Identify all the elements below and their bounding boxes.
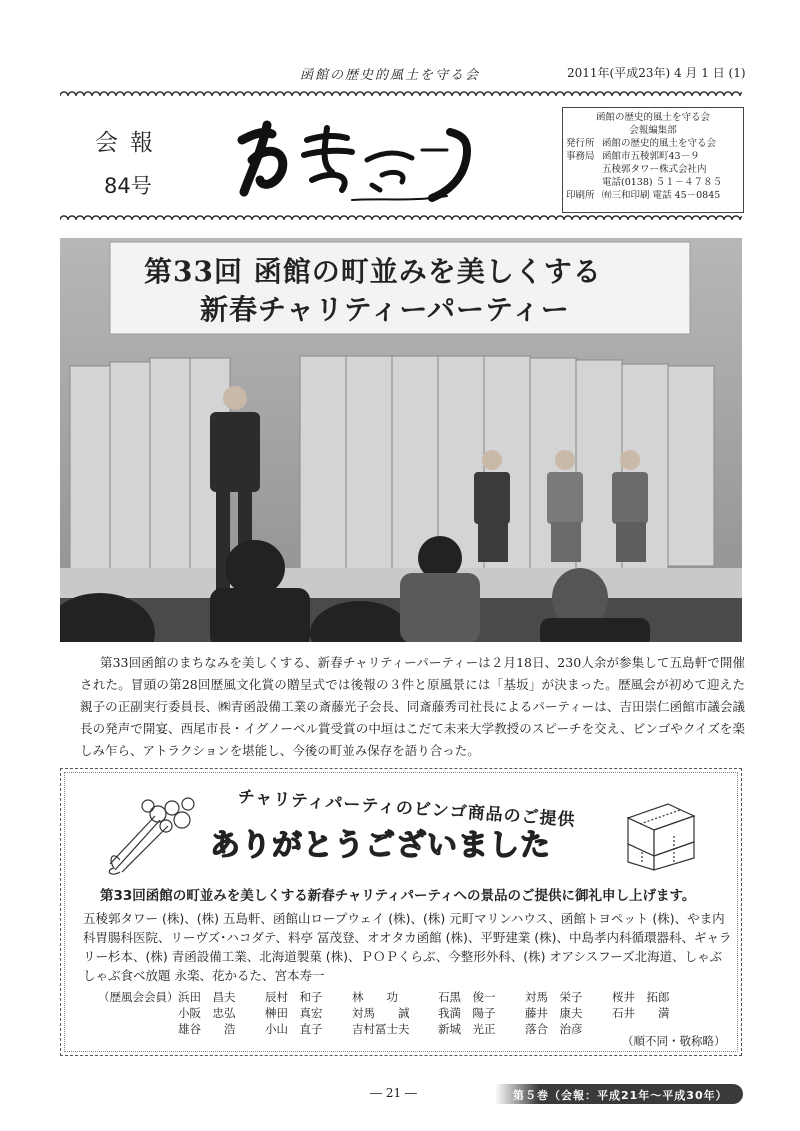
member-name: 石井 満	[612, 1006, 670, 1020]
volume-text: 第５巻（会報：平成21年～平成30年）	[513, 1089, 728, 1102]
member-name: 新城 光正	[438, 1022, 496, 1036]
photo-caption: 第33回函館のまちなみを美しくする、新春チャリティーパーティーは２月18日、230人余が参集して五島軒で開催された。冒頭の第28回歴風文化賞の贈呈式では後報の３件と原風景には「基坂」が決まった。歴風会が初めて迎えた親子の正副実行委員長、㈱青函設備工業の斎藤光子会長、同斎藤秀司社長によるパーティーは、吉田崇仁函館市議会議長の発声で開宴、西尾市長・イグノーベル賞受賞の中垣はこだて未来大学教授のスピーチを交え、ビンゴやクイズを楽しみ乍ら、アトラクションを堪能し、今後の町並み保存を語り合った。	[80, 655, 745, 758]
publisher-value: 函館市五稜郭町43－９	[602, 151, 700, 162]
volume-label	[495, 1084, 743, 1104]
header-divider	[60, 212, 742, 220]
banner-line2: 新春チャリティーパーティー	[200, 293, 570, 326]
gift-box-icon	[620, 796, 700, 871]
member-name: 桜井 拓郎	[612, 990, 670, 1004]
member-name: 我満 陽子	[438, 1006, 496, 1020]
publisher-value: 電話(0138) ５１－４７８５	[602, 177, 723, 188]
member-name: 対馬 誠	[352, 1006, 410, 1020]
member-name: 小山 直子	[265, 1022, 323, 1036]
header-tagline: 函館の歴史的風土を守る会	[300, 68, 481, 83]
newsletter-label: 会報	[95, 130, 165, 156]
publisher-key	[566, 176, 602, 189]
member-name: 雄谷 浩	[178, 1022, 236, 1036]
member-name: 吉村冨士夫	[352, 1022, 410, 1036]
member-name: 落合 治彦	[525, 1022, 583, 1036]
publisher-value: 五稜郭タワー株式会社内	[602, 164, 707, 175]
member-name: 林 功	[352, 990, 398, 1004]
sponsor-list: 五稜郭タワー (株)、(株) 五島軒、函館山ロープウェイ (株)、(株) 元町マリンハウス、函館トヨペット (株)、やま内科胃腸科医院、リーヴズ･ハコダテ、料亭 冨茂登、オオタカ函館 (株)、平野建業 (株)、中島孝内科循環器科、ギャラリー杉本、(株) 青函設備工業、北海道製菓 (株)、ＰＯＰくらぶ、今整形外科、(株) オアシスフーズ北海道、しゃぶしゃぶ食べ放題 永楽、花かるた、宮本寿一	[83, 911, 732, 983]
top-divider	[60, 88, 742, 96]
publisher-key: 印刷所	[566, 190, 595, 201]
issue-number: 84号	[104, 174, 152, 198]
publisher-key: 発行所	[566, 138, 595, 149]
members-label: （歴風会会員）	[98, 990, 179, 1004]
publisher-value: ㈲三和印刷 電話 45－0845	[602, 190, 721, 201]
member-name: 浜田 昌夫	[178, 990, 236, 1004]
member-name: 石黒 俊一	[438, 990, 496, 1004]
member-name: 小阪 忠弘	[178, 1006, 236, 1020]
bingo-title: チャリティパーティのビンゴ商品のご提供	[237, 787, 577, 831]
banner-line1: 第33回 函館の町並みを美しくする	[144, 255, 602, 288]
publisher-key	[566, 163, 602, 176]
bouquet-icon	[100, 790, 210, 880]
page-number: ― 21 ―	[370, 1086, 417, 1100]
issue-date: 2011年(平成23年) 4 月 1 日 (1)	[567, 66, 746, 80]
thanks-message: 第33回函館の町並みを美しくする新春チャリティパーティへの景品のご提供に御礼申し上げます。	[100, 888, 696, 904]
member-name: 対馬 栄子	[525, 990, 583, 1004]
event-photo	[60, 238, 742, 642]
publisher-info	[562, 107, 744, 213]
member-name: 辰村 和子	[265, 990, 323, 1004]
publisher-org: 函館の歴史的風土を守る会	[595, 112, 710, 123]
thank-you-heading: ありがとうございました	[210, 828, 551, 863]
publisher-value: 函館の歴史的風土を守る会	[602, 138, 717, 149]
publisher-key: 事務局	[566, 151, 595, 162]
member-name: 藤井 康夫	[525, 1006, 583, 1020]
editor: 会報編集部	[629, 125, 677, 136]
yakifu-logo	[232, 110, 482, 210]
member-name: 榊田 真宏	[265, 1006, 323, 1020]
order-note: （順不同・敬称略）	[622, 1034, 726, 1048]
